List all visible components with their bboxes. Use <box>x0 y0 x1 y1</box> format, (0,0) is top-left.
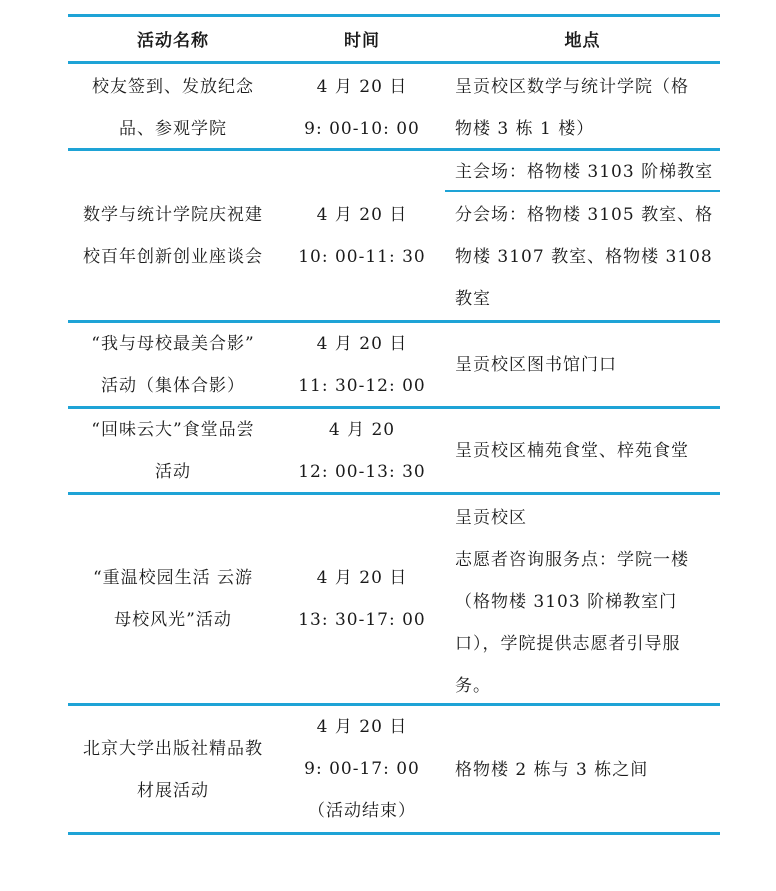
time-cell <box>288 66 436 150</box>
place-line: 呈贡校区图书馆门口 <box>455 355 617 375</box>
place-cell <box>455 749 717 791</box>
time-cell <box>288 409 436 493</box>
activity-name-line: 活动 <box>155 462 191 482</box>
place-cell <box>455 430 717 472</box>
place-line: 口），学院提供志愿者引导服 <box>455 634 681 654</box>
place-line: 志愿者咨询服务点：学院一楼 <box>455 550 689 570</box>
sub-venue-cell <box>455 194 717 320</box>
activity-name-line: 校百年创新创业座谈会 <box>83 247 263 267</box>
place-line: （格物楼 3103 阶梯教室门 <box>455 592 678 612</box>
place-cell <box>455 344 717 386</box>
activity-name-line: 校友签到、发放纪念 <box>92 77 254 97</box>
time-line: 12: 00-13: 30 <box>298 462 426 482</box>
activity-name-cell <box>68 557 278 641</box>
time-line: 10: 00-11: 30 <box>298 247 426 267</box>
place-cell <box>455 66 717 150</box>
place-line: 呈贡校区数学与统计学院（格 <box>455 77 689 97</box>
place-line: 呈贡校区楠苑食堂、梓苑食堂 <box>455 441 689 461</box>
activity-name-line: 材展活动 <box>137 781 209 801</box>
place-line: 务。 <box>455 676 491 696</box>
time-line: （活动结束） <box>308 801 416 821</box>
place-line: 格物楼 2 栋与 3 栋之间 <box>455 760 649 780</box>
time-line: 4 月 20 日 <box>316 717 408 737</box>
activity-name-line: 母校风光”活动 <box>114 610 232 630</box>
header-place: 地点 <box>564 31 601 51</box>
header-activity-name: 活动名称 <box>137 31 209 51</box>
time-line: 4 月 20 日 <box>316 568 408 588</box>
time-line: 4 月 20 日 <box>316 77 408 97</box>
activity-name-line: 活动（集体合影） <box>101 376 245 396</box>
place-line: 主会场：格物楼 3103 阶梯教室 <box>455 162 714 182</box>
place-line: 教室 <box>455 289 491 309</box>
activity-name-cell <box>68 728 278 812</box>
place-line: 物楼 3 栋 1 楼） <box>455 119 595 139</box>
place-line: 分会场：格物楼 3105 教室、格 <box>455 205 714 225</box>
time-line: 11: 30-12: 00 <box>298 376 426 396</box>
activity-name-line: 品、参观学院 <box>119 119 227 139</box>
time-cell <box>288 194 436 278</box>
time-line: 9: 00-10: 00 <box>304 119 420 139</box>
activity-name-line: “回味云大”食堂品尝 <box>91 420 255 440</box>
activity-name-line: 北京大学出版社精品教 <box>83 739 263 759</box>
place-cell <box>455 497 717 707</box>
time-line: 4 月 20 <box>328 420 396 440</box>
time-cell <box>288 323 436 407</box>
header-time: 时间 <box>344 31 380 51</box>
activity-name-line: “我与母校最美合影” <box>91 334 255 354</box>
activity-name-cell <box>68 409 278 493</box>
place-line: 呈贡校区 <box>455 508 527 528</box>
activity-name-cell <box>68 194 278 278</box>
main-venue-cell <box>455 151 717 193</box>
activity-name-line: “重温校园生活 云游 <box>92 568 254 588</box>
place-line: 物楼 3107 教室、格物楼 3108 <box>455 247 713 267</box>
activity-name-cell <box>68 66 278 150</box>
time-line: 4 月 20 日 <box>316 334 408 354</box>
time-cell <box>288 706 436 832</box>
activity-name-line: 数学与统计学院庆祝建 <box>83 205 263 225</box>
time-line: 4 月 20 日 <box>316 205 408 225</box>
time-cell <box>288 557 436 641</box>
table-bottom-rule <box>68 832 720 835</box>
time-line: 13: 30-17: 00 <box>298 610 426 630</box>
table-top-rule <box>68 14 720 17</box>
activity-name-cell <box>68 323 278 407</box>
time-line: 9: 00-17: 00 <box>304 759 420 779</box>
